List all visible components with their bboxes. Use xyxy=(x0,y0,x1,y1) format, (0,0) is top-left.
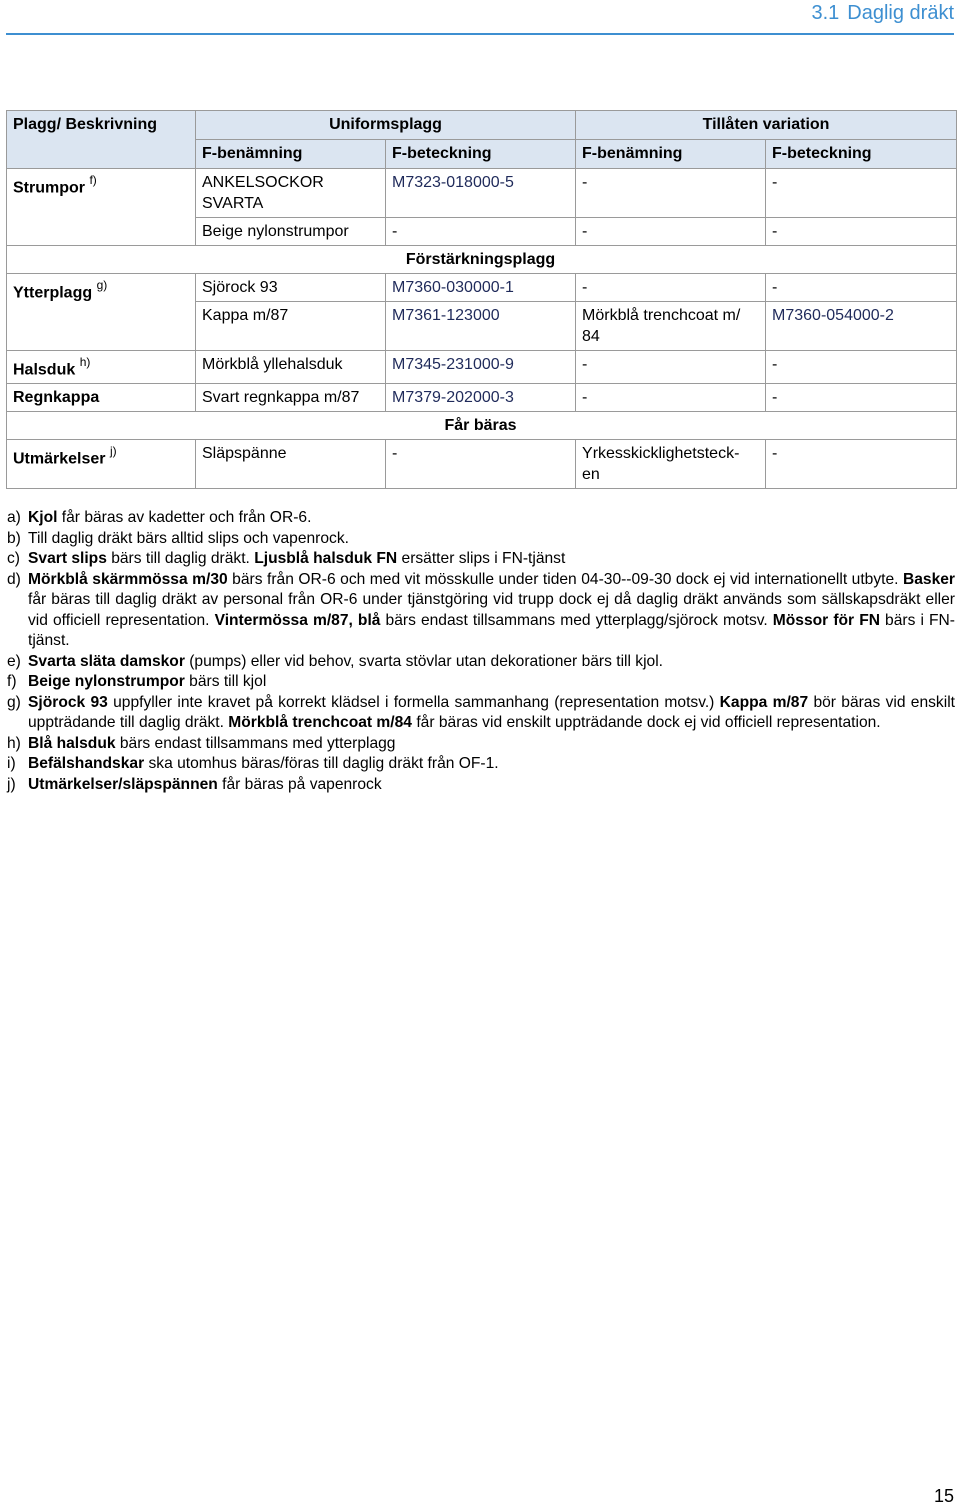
table-cell: - xyxy=(386,440,576,489)
footnote-j: j) Utmärkelser/släpspännen får bäras på vapenrock xyxy=(7,775,382,793)
table-cell: Beige nylonstrumpor xyxy=(196,218,386,246)
footnote-i: i) Befälshandskar ska utomhus bäras/föras till daglig dräkt från OF-1. xyxy=(7,755,499,772)
group-header-uniform: Uniformsplagg xyxy=(196,111,576,140)
table-row xyxy=(7,274,957,302)
row-label-utmarkelser: Utmärkelser $^{j)}$ xyxy=(7,440,196,489)
table-cell: - xyxy=(766,218,957,246)
row-label-strumpor: Strumpor $^{f)}$ xyxy=(7,169,196,246)
dress-table xyxy=(6,110,957,489)
table-cell: Sjörock 93 xyxy=(196,274,386,302)
table-cell: Mörkblå trenchcoat m/ 84 xyxy=(576,302,766,351)
footnote-g: g) Sjörock 93 uppfyller inte kravet på korrekt klädsel i formella sammanhang (representation motsv.) Kappa m/87 bör bäras vid enskilt uppträdande till daglig dräkt. Mörkblå trenchcoat m/84 får bäras vid enskilt uppträdande dock ej vid officiell representation. xyxy=(7,693,955,731)
subheader-beteckning: F-beteckning xyxy=(386,140,576,169)
footnote-d: d) Mörkblå skärmmössa m/30 bärs från OR-6 och med vit mösskulle under tiden 04-30--09-30 dock ej vid internationellt utbyte. Basker får bäras till daglig dräkt av personal från OR-6 under tjänstgöring vid trupp dock ej då daglig dräkt används som sällskapsdräkt eller vid officiell representation. Vintermössa m/87, blå bärs endast tillsammans med ytterplagg/sjörock motsv. Mössor för FN bärs i FN-tjänst. xyxy=(7,570,955,649)
table-cell: M7360-054000-2 xyxy=(766,302,957,351)
section-spacer xyxy=(7,412,196,440)
column-header-plagg: Plagg/ Beskrivning xyxy=(7,111,196,169)
group-header-variation: Tillåten variation xyxy=(576,111,957,140)
footnote-a: a) Kjol får bäras av kadetter och från OR-6. xyxy=(7,509,312,526)
section-title: Daglig dräkt xyxy=(847,2,954,24)
section-number: 3.1 xyxy=(811,2,840,24)
table-cell: - xyxy=(386,218,576,246)
section-spacer xyxy=(766,412,957,440)
footnote-e: e) Svarta släta damskor (pumps) eller vid behov, svarta stövlar utan dekorationer bärs till kjol. xyxy=(7,652,664,670)
table-row xyxy=(7,169,957,218)
table-row xyxy=(7,440,957,489)
page-number: 15 xyxy=(933,1486,954,1506)
table-cell: Svart regnkappa m/87 xyxy=(196,384,386,412)
table-cell: M7379-202000-3 xyxy=(386,384,576,412)
table-cell: - xyxy=(576,169,766,218)
footnote-ref: g) xyxy=(96,278,108,292)
table-cell: Kappa m/87 xyxy=(196,302,386,351)
table-cell: - xyxy=(576,384,766,412)
section-forstarkningsplagg: Förstärkningsplagg xyxy=(196,246,766,274)
table-row xyxy=(7,351,957,384)
table-cell: M7345-231000-9 xyxy=(386,351,576,384)
table-cell: - xyxy=(766,169,957,218)
table-cell: ANKELSOCKOR SVARTA xyxy=(196,169,386,218)
footnote-f: f) Beige nylonstrumpor bärs till kjol xyxy=(7,673,267,690)
footnote-c: c) Svart slips bärs till daglig dräkt. Ljusblå halsduk FN ersätter slips i FN-tjänst xyxy=(7,550,566,567)
subheader-variation-beteckning: F-beteckning xyxy=(766,140,957,169)
table-cell: M7323-018000-5 xyxy=(386,169,576,218)
table-cell: Mörkblå yllehalsduk xyxy=(196,351,386,384)
footnote-ref: h) xyxy=(79,355,91,369)
subheader-benamning: F-benämning xyxy=(196,140,386,169)
subheader-variation-benamning: F-benämning xyxy=(576,140,766,169)
table-row xyxy=(7,384,957,412)
footnote-ref: f) xyxy=(89,173,97,187)
row-label-regnkappa: Regnkappa xyxy=(7,384,196,412)
footnotes xyxy=(7,508,955,795)
table-cell: - xyxy=(766,351,957,384)
section-far-baras: Får bäras xyxy=(196,412,766,440)
row-label-ytterplagg: Ytterplagg $^{g)}$ xyxy=(7,274,196,351)
table-cell: - xyxy=(766,384,957,412)
table-cell: - xyxy=(766,440,957,489)
section-spacer xyxy=(7,246,196,274)
table-cell: M7361-123000 xyxy=(386,302,576,351)
table-cell: - xyxy=(766,274,957,302)
footnote-h: h) Blå halsduk bärs endast tillsammans med ytterplagg xyxy=(7,734,396,752)
header-divider xyxy=(6,33,954,35)
table-cell: - xyxy=(576,351,766,384)
table-cell: - xyxy=(576,218,766,246)
table-cell: Släpspänne xyxy=(196,440,386,489)
footnote-b: b) Till daglig dräkt bärs alltid slips och vapenrock. xyxy=(7,529,349,547)
row-label-halsduk: Halsduk $^{h)}$ xyxy=(7,351,196,384)
footnote-ref: j) xyxy=(109,444,117,459)
running-header xyxy=(811,2,954,25)
table-cell: Yrkesskicklighetsteck- en xyxy=(576,440,766,489)
table-cell: - xyxy=(576,274,766,302)
table-cell: M7360-030000-1 xyxy=(386,274,576,302)
section-spacer xyxy=(766,246,957,274)
